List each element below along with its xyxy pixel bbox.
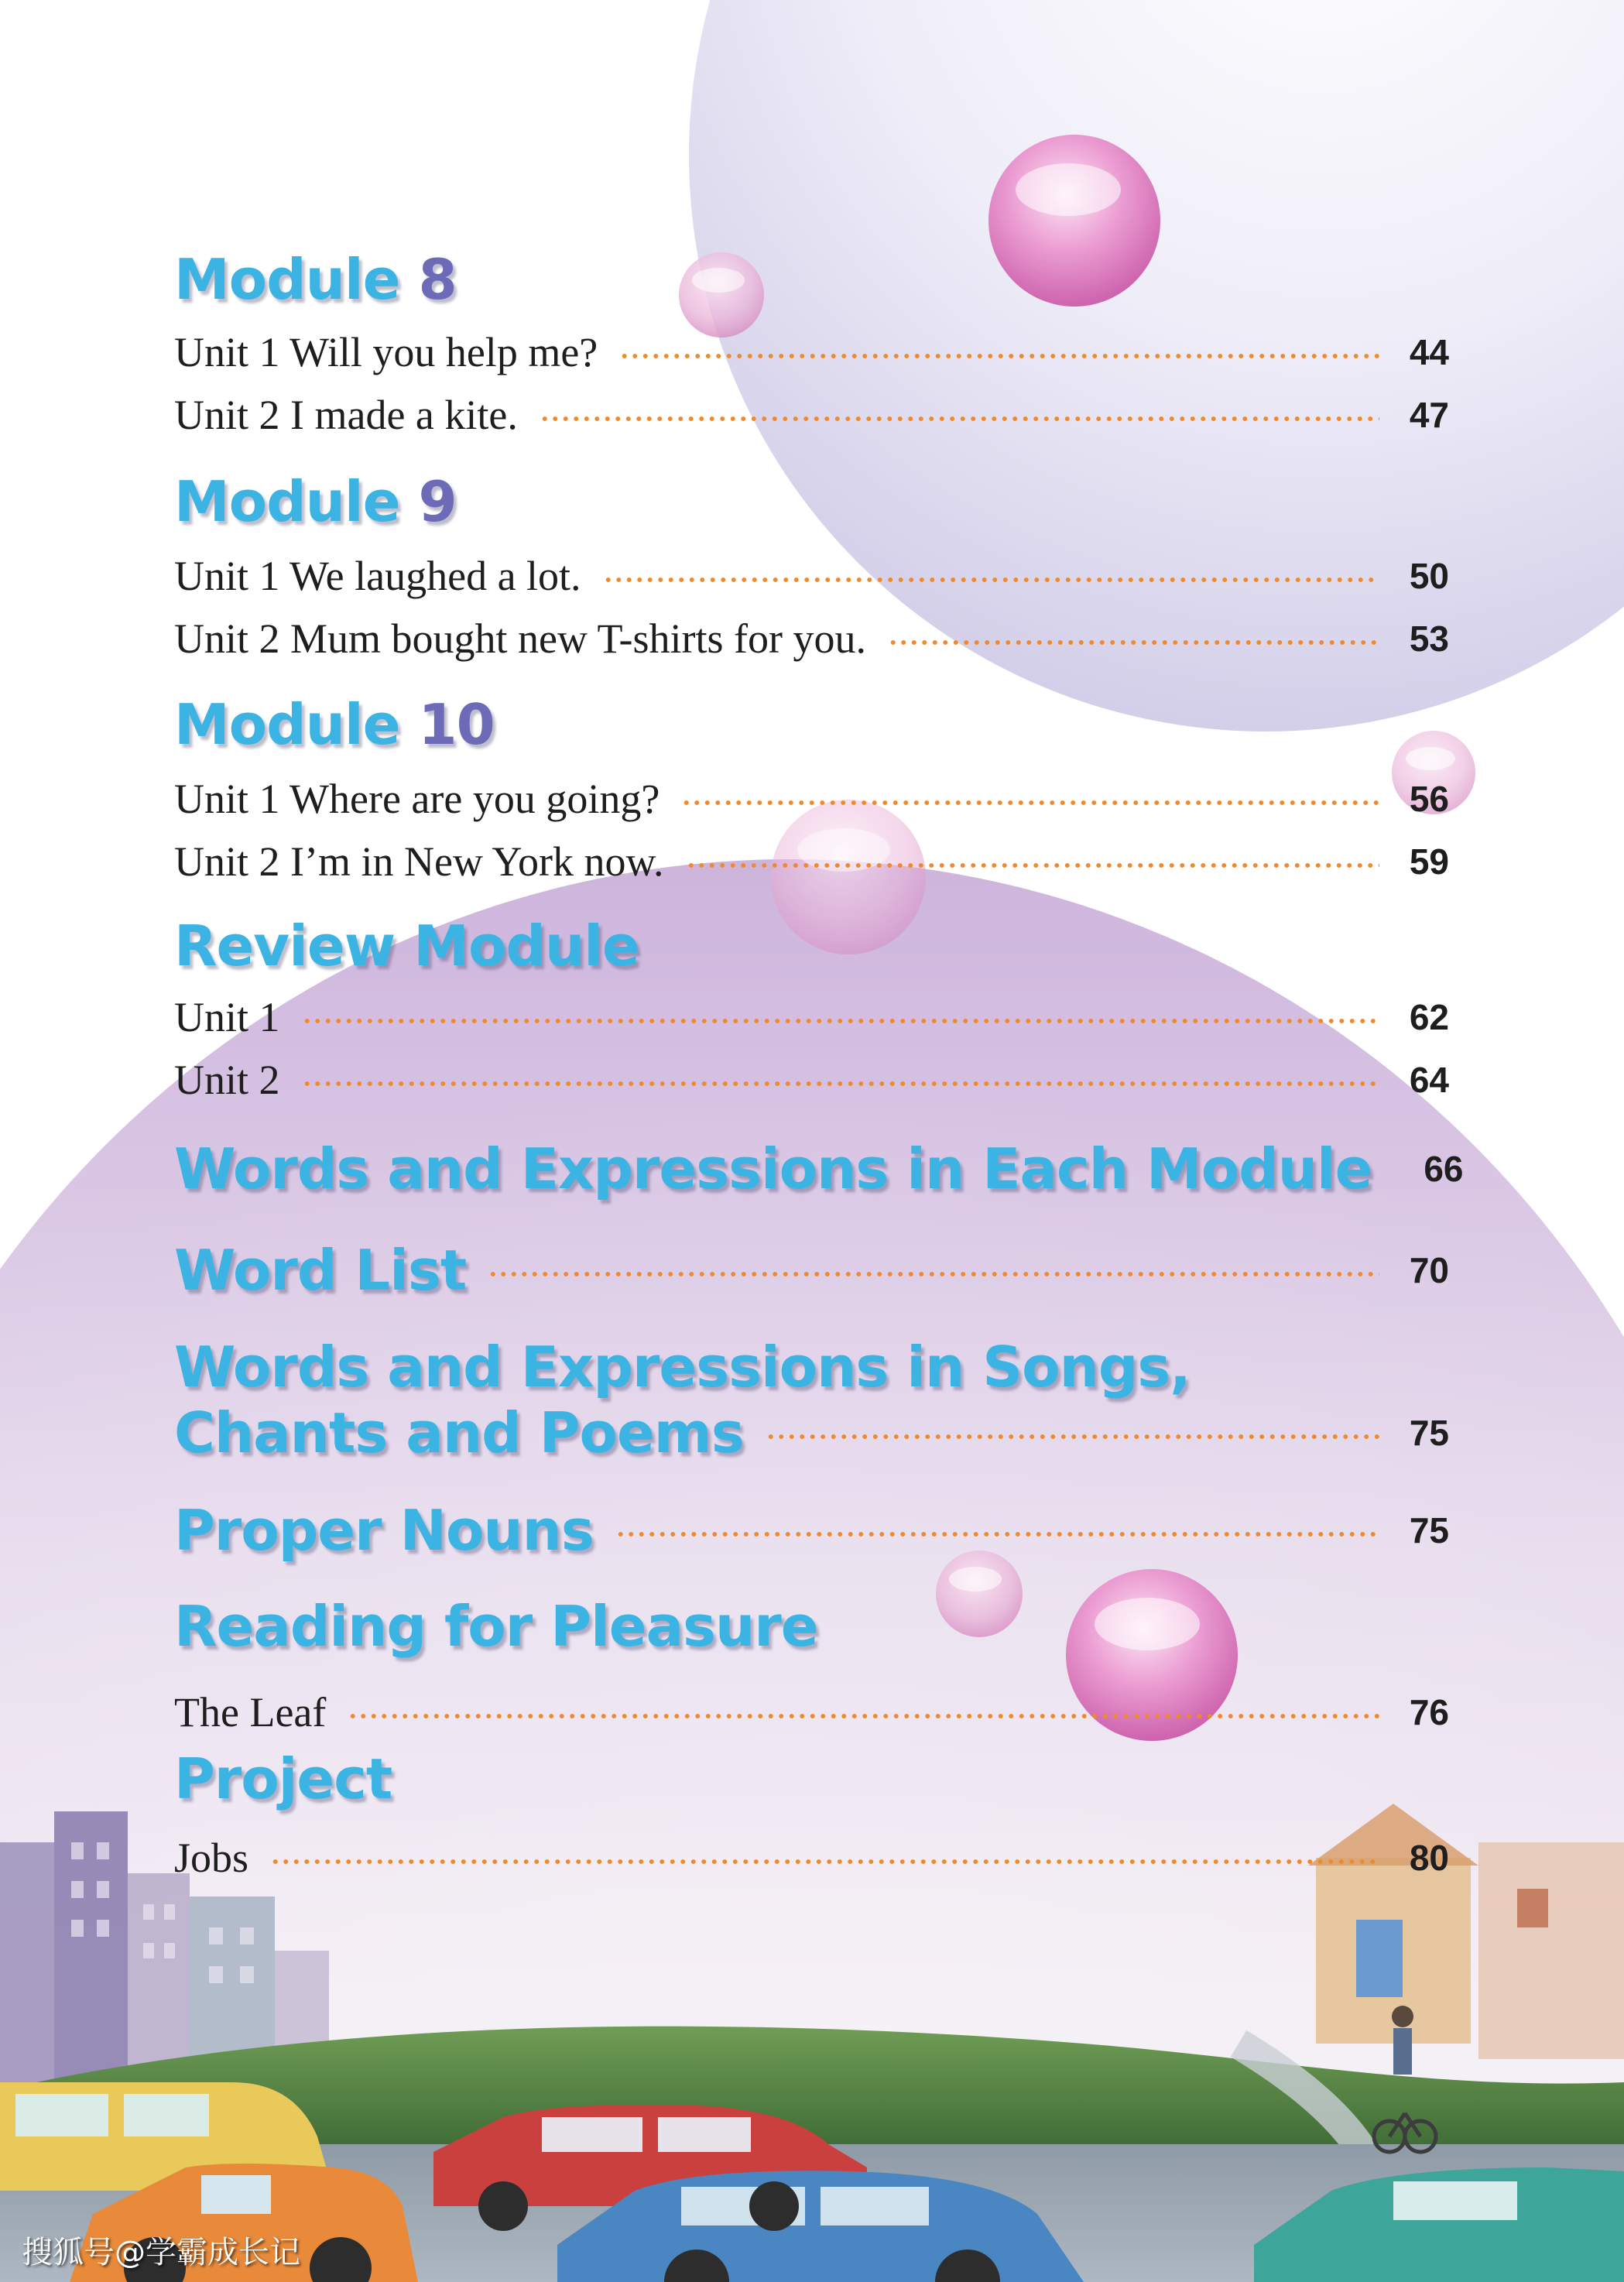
module-9-heading xyxy=(174,469,457,534)
entry-heading: Word List xyxy=(174,1238,467,1303)
reading-heading: Reading for Pleasure xyxy=(174,1594,818,1659)
toc-entry-word-list[interactable] xyxy=(174,1238,1449,1303)
page-number: 50 xyxy=(1409,556,1449,596)
leader-dots xyxy=(681,800,1379,806)
entry-label: Unit 1 Where are you going? xyxy=(174,776,660,822)
entry-heading: Chants and Poems xyxy=(174,1400,744,1465)
module-10-number: 10 xyxy=(418,692,495,757)
page-number: 64 xyxy=(1409,1060,1449,1100)
watermark: 搜狐号@学霸成长记 xyxy=(22,2235,300,2270)
module-8-title: Module xyxy=(174,247,400,312)
toc-entry-review-u1[interactable] xyxy=(174,994,1449,1040)
page-number: 44 xyxy=(1409,332,1449,372)
module-8-heading xyxy=(174,247,457,312)
project-heading: Project xyxy=(174,1746,392,1811)
leader-dots xyxy=(302,1018,1379,1024)
page-number: 70 xyxy=(1409,1250,1449,1290)
entry-heading: Words and Expressions in Each Module xyxy=(174,1136,1372,1201)
leader-dots xyxy=(888,639,1379,646)
leader-dots xyxy=(686,862,1380,869)
entry-label: The Leaf xyxy=(174,1689,327,1735)
leader-dots xyxy=(270,1859,1379,1865)
entry-label: Unit 1 We laughed a lot. xyxy=(174,553,581,599)
page-number: 80 xyxy=(1409,1838,1449,1878)
page-number: 56 xyxy=(1409,779,1449,819)
page-number: 66 xyxy=(1424,1149,1464,1189)
page-number: 76 xyxy=(1409,1692,1449,1732)
toc-entry-m8-u2[interactable] xyxy=(174,392,1449,438)
toc-entry-words-expressions[interactable] xyxy=(174,1136,1464,1201)
leader-dots xyxy=(348,1713,1379,1719)
leader-dots xyxy=(302,1081,1379,1087)
toc-entry-m8-u1[interactable] xyxy=(174,329,1449,375)
page-number: 62 xyxy=(1409,997,1449,1037)
entry-label: Unit 2 xyxy=(174,1057,280,1103)
entry-label: Unit 2 I’m in New York now. xyxy=(174,838,664,885)
leader-dots xyxy=(615,1531,1379,1537)
leader-dots xyxy=(603,577,1379,583)
toc-entry-m10-u1[interactable] xyxy=(174,776,1449,822)
review-module-heading: Review Module xyxy=(174,913,639,978)
leader-dots xyxy=(540,416,1379,422)
page-number: 59 xyxy=(1409,841,1449,882)
module-9-title: Module xyxy=(174,469,400,534)
entry-label: Unit 2 Mum bought new T-shirts for you. xyxy=(174,615,867,662)
leader-dots xyxy=(766,1434,1379,1440)
module-10-title: Module xyxy=(174,692,400,757)
module-8-number: 8 xyxy=(418,247,457,312)
toc-entry-review-u2[interactable] xyxy=(174,1057,1449,1103)
page-number: 47 xyxy=(1409,395,1449,435)
toc-entry-m9-u2[interactable] xyxy=(174,615,1449,662)
module-10-heading xyxy=(174,692,495,757)
toc-entry-m10-u2[interactable] xyxy=(174,838,1449,885)
toc-entry-the-leaf[interactable] xyxy=(174,1689,1449,1735)
module-9-number: 9 xyxy=(418,469,457,534)
page-number: 75 xyxy=(1409,1510,1449,1550)
entry-heading: Proper Nouns xyxy=(174,1498,594,1563)
page-number: 53 xyxy=(1409,618,1449,659)
toc-entry-jobs[interactable] xyxy=(174,1835,1449,1881)
leader-dots xyxy=(488,1271,1379,1277)
toc-entry-proper-nouns[interactable] xyxy=(174,1498,1449,1563)
page-number: 75 xyxy=(1409,1413,1449,1453)
leader-dots xyxy=(619,353,1379,359)
toc-entry-songs[interactable] xyxy=(174,1400,1449,1465)
entry-label: Unit 1 xyxy=(174,994,280,1040)
entry-label: Unit 2 I made a kite. xyxy=(174,392,518,438)
songs-heading-line1: Words and Expressions in Songs, xyxy=(174,1335,1191,1400)
toc-entry-m9-u1[interactable] xyxy=(174,553,1449,599)
entry-label: Jobs xyxy=(174,1835,249,1881)
entry-label: Unit 1 Will you help me? xyxy=(174,329,598,375)
